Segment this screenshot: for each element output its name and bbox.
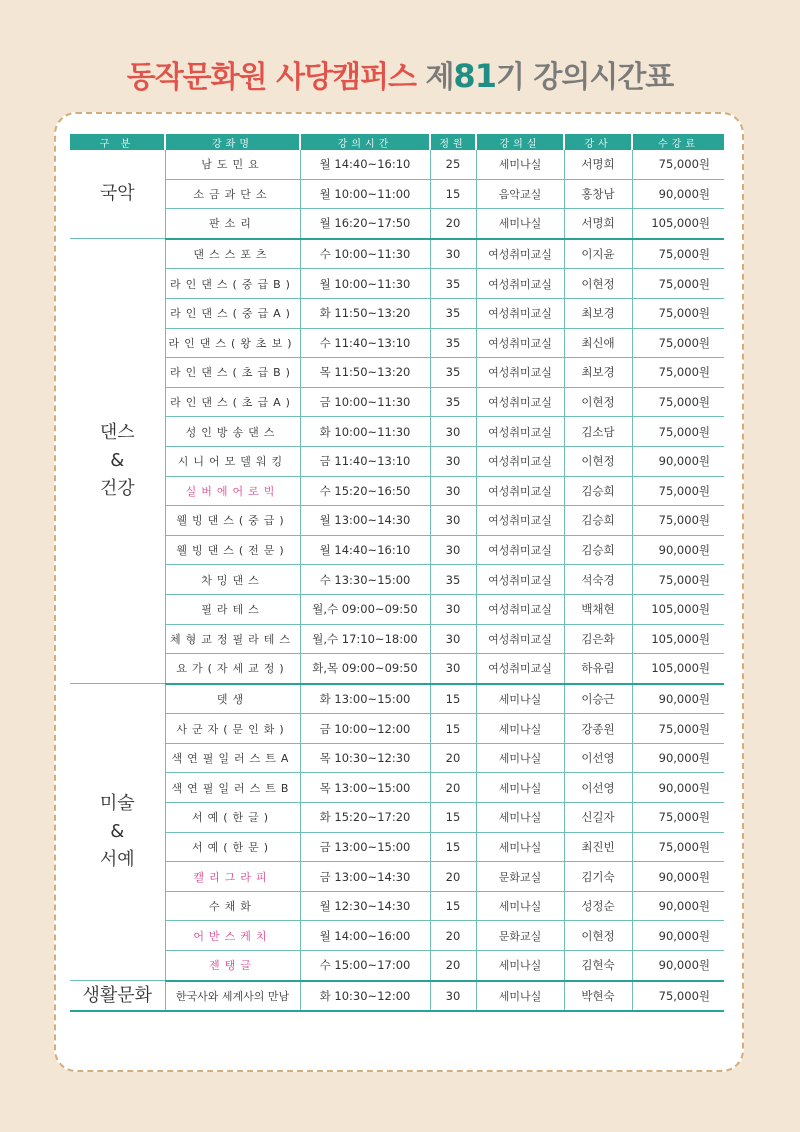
room-cell: 여성취미교실 [476,594,564,624]
fee-cell: 75,000원 [632,803,724,833]
time-cell: 월 14:00~16:00 [300,921,430,951]
room-cell: 세미나실 [476,803,564,833]
lecture-name-cell: 사군자(문인화) [165,714,300,744]
room-cell: 세미나실 [476,743,564,773]
time-cell: 월,수 09:00~09:50 [300,594,430,624]
table-body [70,150,724,1011]
teacher-cell: 최진빈 [564,832,632,862]
room-cell: 문화교실 [476,921,564,951]
fee-cell: 90,000원 [632,862,724,892]
time-cell: 월 10:00~11:00 [300,179,430,209]
fee-cell: 75,000원 [632,981,724,1012]
capacity-cell: 20 [430,773,476,803]
fee-cell: 90,000원 [632,773,724,803]
capacity-cell: 15 [430,714,476,744]
capacity-cell: 20 [430,951,476,981]
lecture-name-cell: 어반스케치 [165,921,300,951]
lecture-name-cell: 한국사와 세계사의 만남 [165,981,300,1012]
room-cell: 여성취미교실 [476,654,564,684]
lecture-name-cell: 차밍댄스 [165,565,300,595]
category-label: & [110,450,125,472]
time-cell: 수 15:00~17:00 [300,951,430,981]
time-cell: 월,수 17:10~18:00 [300,624,430,654]
room-cell: 세미나실 [476,891,564,921]
room-cell: 문화교실 [476,862,564,892]
capacity-cell: 35 [430,358,476,388]
time-cell: 월 14:40~16:10 [300,535,430,565]
teacher-cell: 성정순 [564,891,632,921]
lecture-name-cell: 댄스스포츠 [165,239,300,269]
capacity-cell: 15 [430,832,476,862]
lecture-name-cell: 젠탱글 [165,951,300,981]
fee-cell: 90,000원 [632,951,724,981]
lecture-name-cell: 서예(한문) [165,832,300,862]
time-cell: 월 12:30~14:30 [300,891,430,921]
time-cell: 목 10:30~12:30 [300,743,430,773]
table-row [70,417,724,447]
room-cell: 세미나실 [476,150,564,179]
teacher-cell: 박현숙 [564,981,632,1012]
header-room: 강의실 [476,134,564,150]
teacher-cell: 김은화 [564,624,632,654]
lecture-name-cell: 라인댄스(왕초보) [165,328,300,358]
room-cell: 여성취미교실 [476,358,564,388]
category-cell [70,684,165,981]
fee-cell: 75,000원 [632,506,724,536]
room-cell: 세미나실 [476,714,564,744]
teacher-cell: 김현숙 [564,951,632,981]
capacity-cell: 20 [430,862,476,892]
room-cell: 여성취미교실 [476,446,564,476]
fee-cell: 90,000원 [632,743,724,773]
category-cell [70,981,165,1012]
table-row [70,179,724,209]
fee-cell: 75,000원 [632,269,724,299]
category-label: 건강 [99,478,135,500]
capacity-cell: 30 [430,239,476,269]
time-cell: 목 11:50~13:20 [300,358,430,388]
table-row [70,684,724,714]
teacher-cell: 김승희 [564,476,632,506]
fee-cell: 75,000원 [632,476,724,506]
capacity-cell: 30 [430,535,476,565]
category-label: 생활문화 [82,984,153,1006]
teacher-cell: 홍창남 [564,179,632,209]
room-cell: 여성취미교실 [476,506,564,536]
time-cell: 수 11:40~13:10 [300,328,430,358]
capacity-cell: 35 [430,269,476,299]
fee-cell: 75,000원 [632,565,724,595]
table-row [70,981,724,1012]
table-row [70,832,724,862]
lecture-name-cell: 수채화 [165,891,300,921]
title-number: 81 [453,57,496,95]
room-cell: 여성취미교실 [476,417,564,447]
capacity-cell: 35 [430,565,476,595]
time-cell: 수 13:30~15:00 [300,565,430,595]
time-cell: 목 13:00~15:00 [300,773,430,803]
teacher-cell: 석숙경 [564,565,632,595]
room-cell: 음악교실 [476,179,564,209]
table-header-row [70,134,724,150]
teacher-cell: 신길자 [564,803,632,833]
table-row [70,239,724,269]
teacher-cell: 서명희 [564,209,632,239]
timetable [70,134,724,1012]
fee-cell: 90,000원 [632,179,724,209]
lecture-name-cell: 라인댄스(중급A) [165,298,300,328]
capacity-cell: 30 [430,506,476,536]
capacity-cell: 20 [430,743,476,773]
fee-cell: 75,000원 [632,387,724,417]
room-cell: 여성취미교실 [476,239,564,269]
capacity-cell: 20 [430,921,476,951]
time-cell: 월 14:40~16:10 [300,150,430,179]
capacity-cell: 30 [430,654,476,684]
capacity-cell: 30 [430,624,476,654]
lecture-name-cell: 라인댄스(초급B) [165,358,300,388]
lecture-name-cell: 서예(한글) [165,803,300,833]
table-row [70,624,724,654]
fee-cell: 90,000원 [632,535,724,565]
teacher-cell: 최신애 [564,328,632,358]
fee-cell: 105,000원 [632,209,724,239]
fee-cell: 75,000원 [632,832,724,862]
room-cell: 여성취미교실 [476,535,564,565]
lecture-name-cell: 시니어모델워킹 [165,446,300,476]
room-cell: 세미나실 [476,951,564,981]
room-cell: 여성취미교실 [476,298,564,328]
time-cell: 수 10:00~11:30 [300,239,430,269]
teacher-cell: 서명희 [564,150,632,179]
fee-cell: 75,000원 [632,714,724,744]
fee-cell: 75,000원 [632,298,724,328]
room-cell: 여성취미교실 [476,387,564,417]
fee-cell: 75,000원 [632,358,724,388]
table-row [70,358,724,388]
category-cell [70,239,165,684]
header-time: 강의시간 [300,134,430,150]
room-cell: 세미나실 [476,773,564,803]
page-title [0,52,800,96]
capacity-cell: 35 [430,328,476,358]
lecture-name-cell: 웰빙댄스(중급) [165,506,300,536]
table-row [70,387,724,417]
table-row [70,862,724,892]
table-row [70,891,724,921]
header-capacity: 정원 [430,134,476,150]
capacity-cell: 15 [430,891,476,921]
table-row [70,535,724,565]
teacher-cell: 이현정 [564,387,632,417]
lecture-name-cell: 소금과단소 [165,179,300,209]
room-cell: 여성취미교실 [476,565,564,595]
header-lecture: 강좌명 [165,134,300,150]
time-cell: 월 16:20~17:50 [300,209,430,239]
room-cell: 여성취미교실 [476,624,564,654]
time-cell: 금 13:00~14:30 [300,862,430,892]
lecture-name-cell: 라인댄스(초급A) [165,387,300,417]
teacher-cell: 최보경 [564,298,632,328]
room-cell: 여성취미교실 [476,269,564,299]
room-cell: 세미나실 [476,981,564,1012]
category-label: 댄스 [99,422,135,444]
table-row [70,298,724,328]
teacher-cell: 김승희 [564,535,632,565]
fee-cell: 75,000원 [632,150,724,179]
capacity-cell: 25 [430,150,476,179]
teacher-cell: 이현정 [564,446,632,476]
category-label: 서예 [99,849,135,871]
table-row [70,476,724,506]
fee-cell: 90,000원 [632,684,724,714]
table-row [70,150,724,179]
lecture-name-cell: 판소리 [165,209,300,239]
time-cell: 화 11:50~13:20 [300,298,430,328]
teacher-cell: 이선영 [564,743,632,773]
time-cell: 화 10:00~11:30 [300,417,430,447]
header-teacher: 강사 [564,134,632,150]
capacity-cell: 30 [430,446,476,476]
header-category: 구 분 [70,134,165,150]
table-row [70,743,724,773]
fee-cell: 90,000원 [632,921,724,951]
time-cell: 화 13:00~15:00 [300,684,430,714]
lecture-name-cell: 체형교정필라테스 [165,624,300,654]
category-label: 국악 [99,183,135,205]
time-cell: 화 15:20~17:20 [300,803,430,833]
lecture-name-cell: 웰빙댄스(전문) [165,535,300,565]
lecture-name-cell: 실버에어로빅 [165,476,300,506]
title-part4: 기 강의시간표 [495,60,674,95]
table-row [70,773,724,803]
lecture-name-cell: 남도민요 [165,150,300,179]
capacity-cell: 30 [430,476,476,506]
time-cell: 금 13:00~15:00 [300,832,430,862]
teacher-cell: 하유림 [564,654,632,684]
time-cell: 수 15:20~16:50 [300,476,430,506]
title-part2: 사당캠퍼스 [276,60,426,95]
lecture-name-cell: 색연필일러스트A [165,743,300,773]
time-cell: 금 10:00~11:30 [300,387,430,417]
lecture-name-cell: 성인방송댄스 [165,417,300,447]
capacity-cell: 35 [430,387,476,417]
lecture-name-cell: 라인댄스(중급B) [165,269,300,299]
table-row [70,654,724,684]
fee-cell: 105,000원 [632,624,724,654]
table-row [70,446,724,476]
time-cell: 화 10:30~12:00 [300,981,430,1012]
teacher-cell: 백채현 [564,594,632,624]
teacher-cell: 이지윤 [564,239,632,269]
capacity-cell: 30 [430,417,476,447]
capacity-cell: 15 [430,179,476,209]
table-row [70,506,724,536]
capacity-cell: 30 [430,594,476,624]
teacher-cell: 김기숙 [564,862,632,892]
teacher-cell: 이선영 [564,773,632,803]
table-row [70,951,724,981]
capacity-cell: 15 [430,684,476,714]
room-cell: 세미나실 [476,684,564,714]
table-row [70,565,724,595]
category-label: & [110,821,125,843]
table-row [70,803,724,833]
room-cell: 여성취미교실 [476,476,564,506]
time-cell: 월 10:00~11:30 [300,269,430,299]
lecture-name-cell: 캘리그라피 [165,862,300,892]
table-row [70,594,724,624]
capacity-cell: 15 [430,803,476,833]
fee-cell: 90,000원 [632,891,724,921]
fee-cell: 75,000원 [632,239,724,269]
teacher-cell: 강종원 [564,714,632,744]
teacher-cell: 이현정 [564,269,632,299]
header-fee: 수강료 [632,134,724,150]
table-row [70,269,724,299]
category-label: 미술 [99,793,135,815]
teacher-cell: 김승희 [564,506,632,536]
capacity-cell: 20 [430,209,476,239]
time-cell: 금 10:00~12:00 [300,714,430,744]
time-cell: 금 11:40~13:10 [300,446,430,476]
fee-cell: 105,000원 [632,654,724,684]
lecture-name-cell: 뎃생 [165,684,300,714]
capacity-cell: 30 [430,981,476,1012]
lecture-name-cell: 필라테스 [165,594,300,624]
time-cell: 화,목 09:00~09:50 [300,654,430,684]
teacher-cell: 이현정 [564,921,632,951]
table-row [70,714,724,744]
capacity-cell: 35 [430,298,476,328]
lecture-name-cell: 요가(자세교정) [165,654,300,684]
category-cell [70,150,165,239]
fee-cell: 90,000원 [632,446,724,476]
table-row [70,209,724,239]
lecture-name-cell: 색연필일러스트B [165,773,300,803]
teacher-cell: 최보경 [564,358,632,388]
title-part1: 동작문화원 [126,60,277,95]
fee-cell: 75,000원 [632,328,724,358]
fee-cell: 75,000원 [632,417,724,447]
teacher-cell: 김소담 [564,417,632,447]
room-cell: 세미나실 [476,832,564,862]
title-part3: 제 [425,60,454,95]
time-cell: 월 13:00~14:30 [300,506,430,536]
fee-cell: 105,000원 [632,594,724,624]
table-row [70,921,724,951]
room-cell: 세미나실 [476,209,564,239]
teacher-cell: 이승근 [564,684,632,714]
room-cell: 여성취미교실 [476,328,564,358]
table-row [70,328,724,358]
